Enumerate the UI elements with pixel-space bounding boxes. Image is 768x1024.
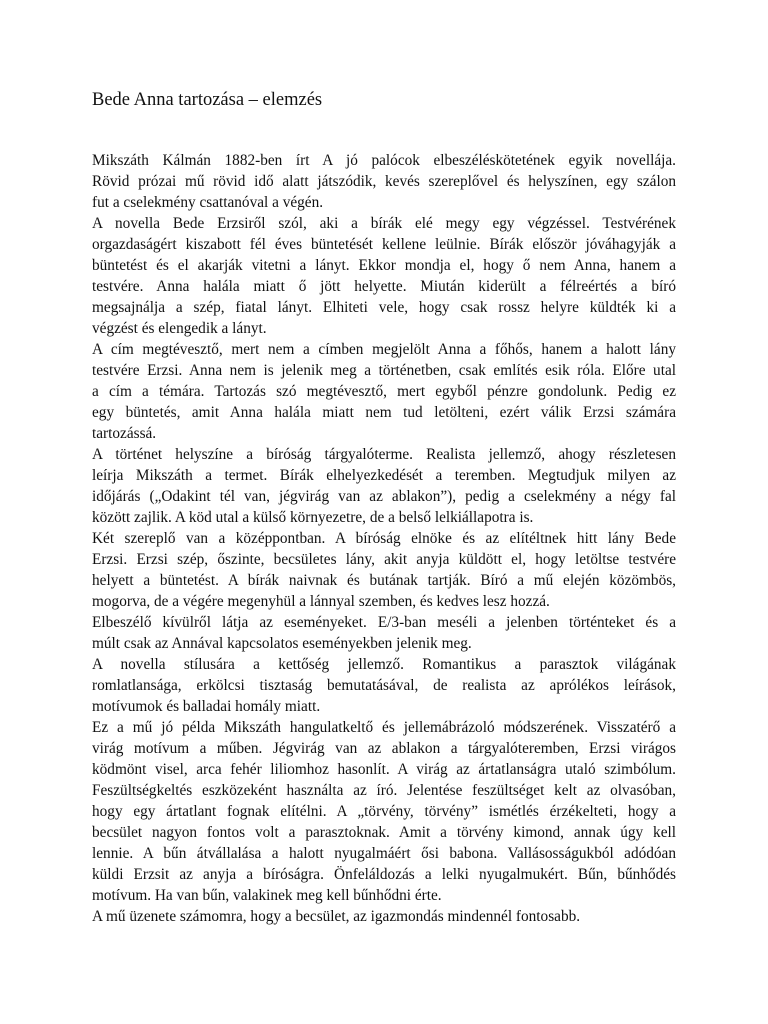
text-line: Két szereplő van a középpontban. A bíróság elnöke és az elítéltnek hitt lány Bede <box>92 529 676 547</box>
paragraph <box>92 528 676 612</box>
text-line: végzést és elengedik a lányt. <box>92 319 267 337</box>
text-line: virág motívum a műben. Jégvirág van az ablakon a tárgyalóteremben, Erzsi virágos <box>92 739 676 757</box>
text-line: múlt csak az Annával kapcsolatos eseményekben jelenik meg. <box>92 634 472 652</box>
paragraph <box>92 654 676 717</box>
paragraph <box>92 339 676 444</box>
text-line: Mikszáth Kálmán 1882-ben írt A jó palócok elbeszéléskötetének egyik novellája. <box>92 151 676 169</box>
text-line: Erzsi. Erzsi szép, őszinte, becsületes lány, akit anyja küldött el, hogy letöltse testvére <box>92 550 676 568</box>
text-line: büntetést és el akarják vitetni a lányt. Ekkor mondja el, hogy ő nem Anna, hanem a <box>92 256 676 274</box>
text-line: motívum. Ha van bűn, valakinek meg kell bűnhődni érte. <box>92 886 442 904</box>
text-line: fut a cselekmény csattanóval a végén. <box>92 193 324 211</box>
text-line: között zajlik. A köd utal a külső környezetre, de a belső lelkiállapotra is. <box>92 508 534 526</box>
paragraph <box>92 150 676 213</box>
text-line: küldi Erzsit az anyja a bíróságra. Önfeláldozás a lelki nyugalmukért. Bűn, bűnhődés <box>92 865 676 883</box>
text-line: mogorva, de a végére megenyhül a lánnyal szemben, és kedves lesz hozzá. <box>92 592 550 610</box>
text-line: becsület nagyon fontos volt a parasztoknak. Amit a törvény kimond, annak úgy kell <box>92 823 676 841</box>
text-line: Feszültségkeltés eszközeként használta az író. Jelentése feszültséget kelt az olvasóban, <box>92 781 676 799</box>
text-line: Elbeszélő kívülről látja az eseményeket. E/3-ban meséli a jelenben történteket és a <box>92 613 676 631</box>
text-line: romlatlansága, erkölcsi tisztaság bemutatásával, de realista az aprólékos leírások, <box>92 676 676 694</box>
text-line: orgazdaságért kiszabott fél éves büntetését kellene leülnie. Bírák először jóváhagyják a <box>92 235 676 253</box>
text-line: egy büntetés, amit Anna halála miatt nem tud letölteni, ezért válik Erzsi számára <box>92 403 676 421</box>
text-line: motívumok és balladai homály miatt. <box>92 697 321 715</box>
text-line: helyett a büntetést. A bírák naivnak és butának tartják. Bíró a mű elején közömbös, <box>92 571 676 589</box>
paragraph <box>92 717 676 906</box>
text-line: Rövid prózai mű rövid idő alatt játszódik, kevés szereplővel és helyszínen, egy szálon <box>92 172 676 190</box>
text-line: Ez a mű jó példa Mikszáth hangulatkeltő és jellemábrázoló módszerének. Visszatérő a <box>92 718 676 736</box>
text-line: ködmönt visel, arca fehér liliomhoz hasonlít. A virág az ártatlanságra utaló szimbólum. <box>92 760 676 778</box>
text-line: a cím a témára. Tartozás szó megtévesztő, mert egyből pénzre gondolunk. Pedig ez <box>92 382 676 400</box>
text-line: tartozássá. <box>92 424 157 442</box>
paragraph <box>92 906 676 927</box>
text-line: A történet helyszíne a bíróság tárgyalóterme. Realista jellemző, ahogy részletesen <box>92 445 676 463</box>
text-line: hogy egy ártatlant fognak elítélni. A „törvény, törvény” ismétlés érzékelteti, hogy a <box>92 802 676 820</box>
text-line: testvére. Anna halála miatt ő jött helyette. Miután kiderült a félreértés a bíró <box>92 277 676 295</box>
paragraph <box>92 612 676 654</box>
paragraph <box>92 444 676 528</box>
paragraph <box>92 213 676 339</box>
text-line: A novella Bede Erzsiről szól, aki a bírák elé megy egy végzéssel. Testvérének <box>92 214 676 232</box>
text-line: leírja Mikszáth a termet. Bírák elhelyezkedését a teremben. Megtudjuk milyen az <box>92 466 676 484</box>
text-line: megsajnálja a szép, fiatal lányt. Elhiteti vele, hogy csak rossz helyre küldték ki a <box>92 298 676 316</box>
document-body <box>92 150 676 927</box>
text-line: A mű üzenete számomra, hogy a becsület, az igazmondás mindennél fontosabb. <box>92 907 581 925</box>
text-line: testvére Erzsi. Anna nem is jelenik meg a történetben, csak említés esik róla. Előre utal <box>92 361 676 379</box>
document-title: Bede Anna tartozása – elemzés <box>92 90 323 110</box>
text-line: A novella stílusára a kettőség jellemző. Romantikus a parasztok világának <box>92 655 676 673</box>
text-line: időjárás („Odakint tél van, jégvirág van az ablakon”), pedig a cselekmény a négy fal <box>92 487 676 505</box>
text-line: lennie. A bűn átvállalása a halott nyugalmáért ősi babona. Vallásosságukból adódóan <box>92 844 676 862</box>
text-line: A cím megtévesztő, mert nem a címben megjelölt Anna a főhős, hanem a halott lány <box>92 340 676 358</box>
